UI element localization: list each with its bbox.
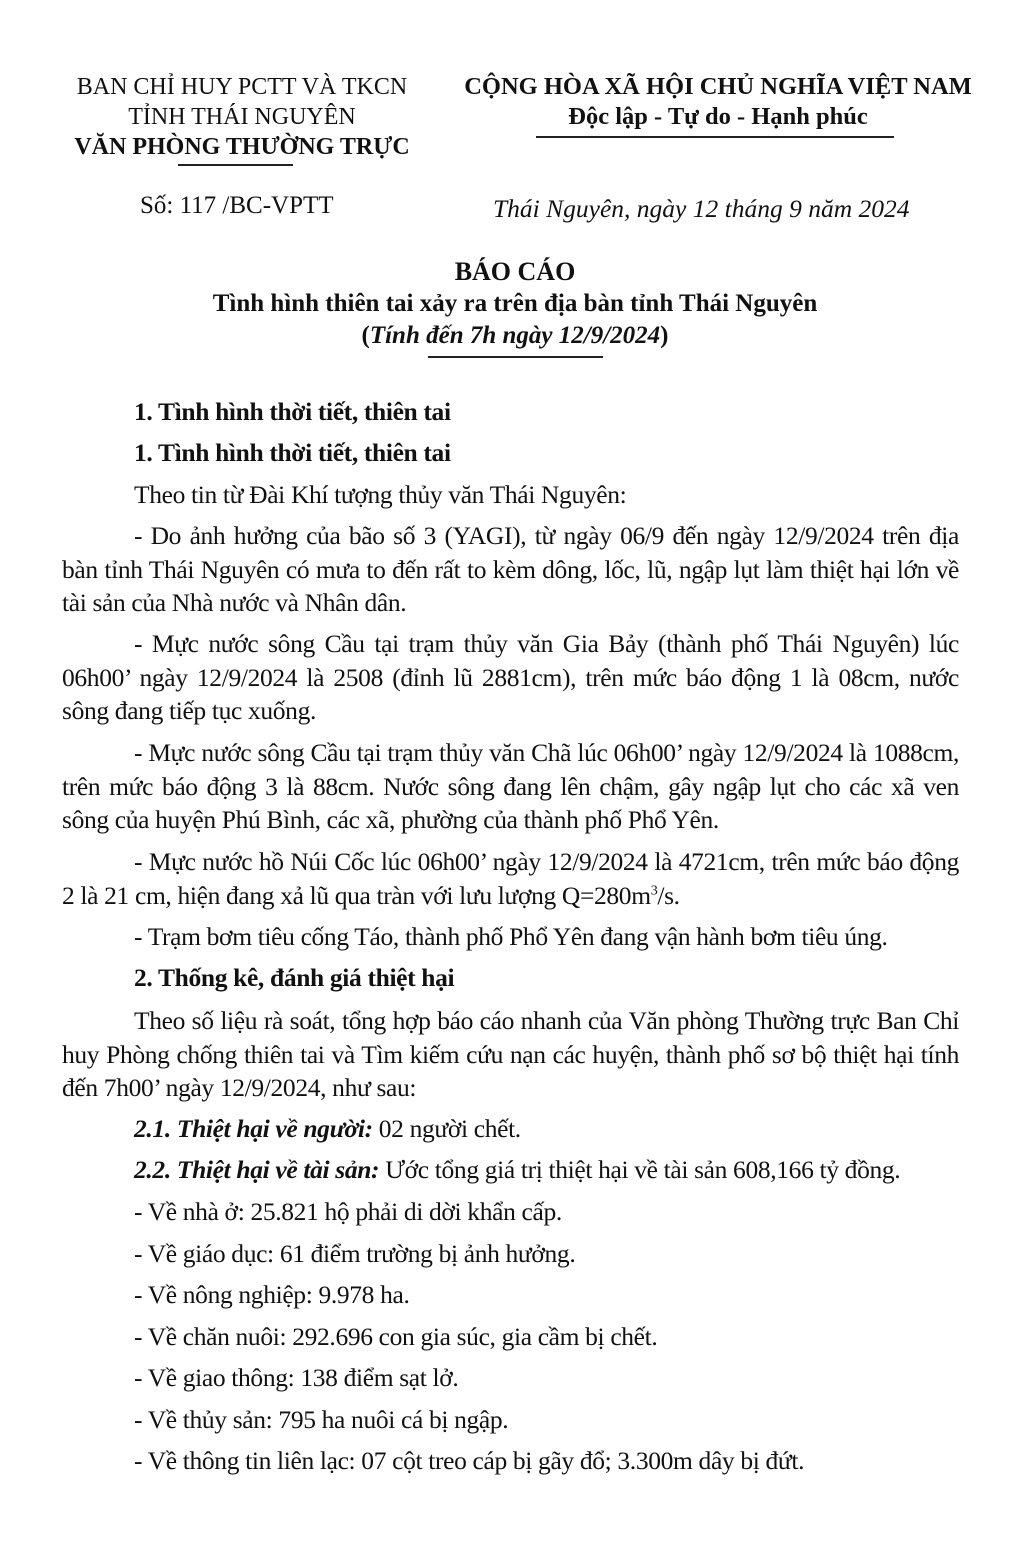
as-of-open: ( [361,322,370,349]
damage-property [134,1153,900,1186]
damage-item-traffic: - Về giao thông: 138 điểm sạt lở. [134,1363,459,1392]
report-title: BÁO CÁO [454,257,576,286]
as-of-close: ) [660,322,669,349]
as-of-date: Tính đến 7h ngày 12/9/2024 [369,322,661,349]
damage-item-agriculture: - Về nông nghiệp: 9.978 ha. [134,1280,410,1309]
damage-item-telecom: - Về thông tin liên lạc: 07 cột treo cáp bị gãy đổ; 3.300m dây bị đứt. [134,1446,805,1475]
nation-line-1: CỘNG HÒA XÃ HỘI CHỦ NGHĨA VIỆT NAM [464,73,972,100]
section1-source: Theo tin từ Đài Khí tượng thủy văn Thái Nguyên: [134,480,627,509]
damage-property-label: 2.2. Thiệt hại về tài sản: [134,1155,380,1184]
damage-item-aquaculture: - Về thủy sản: 795 ha nuôi cá bị ngập. [134,1405,509,1434]
nation-block [446,72,990,132]
document-number: Số: 117 /BC-VPTT [140,192,334,219]
damage-people [134,1112,521,1145]
title-underline [428,356,603,358]
weather-paragraph-cha: - Mực nước sông Cầu tại trạm thủy văn Chã lúc 06h00’ ngày 12/9/2024 là 1088cm, trên mức báo động 3 là 88cm. Nước sông đang lên chậm, gây ngập lụt cho các xã ven sông của huyện Phú Bình, các xã, phường của thành phố Phổ Yên. [62,738,959,834]
report-subtitle: Tình hình thiên tai xảy ra trên địa bàn tỉnh Thái Nguyên [212,290,818,317]
section1-heading: 1. Tình hình thời tiết, thiên tai [134,397,451,426]
damage-item-education: - Về giáo dục: 61 điểm trường bị ảnh hưởng. [134,1239,576,1268]
damage-item-livestock: - Về chăn nuôi: 292.696 con gia súc, gia cầm bị chết. [134,1322,658,1351]
cubic-superscript: 3 [650,883,658,898]
nation-motto: Độc lập - Tự do - Hạnh phúc [568,103,868,130]
damage-item-housing: - Về nhà ở: 25.821 hộ phải di dời khẩn cấp. [134,1197,562,1226]
nui-coc-unit: /s. [657,880,680,910]
motto-underline [536,136,894,138]
weather-paragraph-gia-bay: - Mực nước sông Cầu tại trạm thủy văn Gia Bảy (thành phố Thái Nguyên) lúc 06h00’ ngày 12/9/2024 là 2508 (đỉnh lũ 2881cm), trên mức báo động 1 là 08cm, nước sông đang tiếp tục xuống. [62,629,959,725]
agency-line-2: TỈNH THÁI NGUYÊN [128,104,356,130]
damage-people-label: 2.1. Thiệt hại về người: [134,1114,373,1143]
weather-paragraph-nui-coc [62,845,959,912]
section2-heading: 2. Thống kê, đánh giá thiệt hại [134,963,455,992]
section1-heading-repeat: 1. Tình hình thời tiết, thiên tai [134,438,451,467]
section2-intro: Theo số liệu rà soát, tổng hợp báo cáo nhanh của Văn phòng Thường trực Ban Chỉ huy Phòng chống thiên tai và Tìm kiếm cứu nạn các huyện, thành phố sơ bộ thiệt hại tính đến 7h00’ ngày 12/9/2024, như sau: [62,1006,959,1102]
agency-line-1: BAN CHỈ HUY PCTT VÀ TKCN [76,74,408,100]
weather-paragraph-pump: - Trạm bơm tiêu cống Táo, thành phố Phổ Yên đang vận hành bơm tiêu úng. [134,922,888,951]
agency-line-3: VĂN PHÒNG THƯỜNG TRỰC [74,134,410,160]
place-date: Thái Nguyên, ngày 12 tháng 9 năm 2024 [493,194,910,223]
report-as-of [0,322,1030,350]
nui-coc-text: - Mực nước hồ Núi Cốc lúc 06h00’ ngày 12/9/2024 là 4721cm, trên mức báo động 2 là 21 cm, hiện đang xả lũ qua tràn với lưu lượng Q=280m [62,847,959,910]
weather-paragraph-storm: - Do ảnh hưởng của bão số 3 (YAGI), từ ngày 06/9 đến ngày 12/9/2024 trên địa bàn tỉnh Thái Nguyên có mưa to đến rất to kèm dông, lốc, lũ, ngập lụt làm thiệt hại lớn về tài sản của Nhà nước và Nhân dân. [62,521,959,617]
damage-people-value: 02 người chết. [372,1114,521,1143]
agency-underline [178,164,293,166]
damage-property-value: Ước tổng giá trị thiệt hại về tài sản 608,166 tỷ đồng. [379,1155,901,1184]
agency-block [62,72,422,162]
